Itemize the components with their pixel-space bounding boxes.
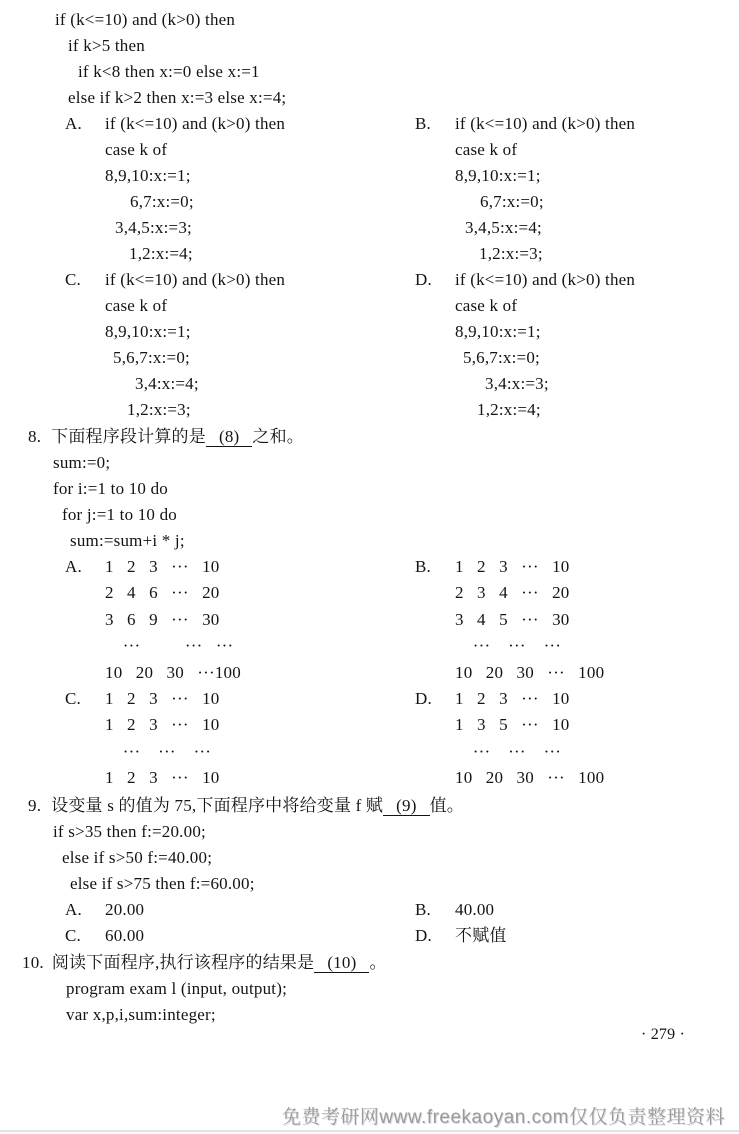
code-line: if (k<=10) and (k>0) then [55,10,236,29]
scan-edge-artifact [0,1130,739,1132]
question-10 [0,949,739,1028]
option-code [105,111,285,267]
code-line: 3,4:x:=4; [135,374,199,393]
option-letter: D. [415,925,432,945]
q8-header [28,423,739,450]
table-row: 1 2 3 ··· 10 [455,689,570,709]
q10-prompt-before: 阅读下面程序,执行该程序的结果是 [51,952,315,972]
code-line: if k>5 then [68,36,145,55]
q8-option-c [65,686,415,792]
code-line: 3,4,5:x:=4; [465,218,542,237]
code-line: 1,2:x:=3; [127,400,191,419]
question-number: 8. [28,427,42,446]
q9-header [28,792,739,819]
code-line: else if k>2 then x:=3 else x:=4; [68,88,287,107]
table-row: 10 20 30 ··· 100 [455,768,605,788]
option-code [455,267,635,423]
table-row: 10 20 30 ··· 100 [455,662,605,682]
question-8 [0,423,739,792]
table-row: 10 20 30 ···100 [105,662,241,682]
q7-option-a [65,111,415,267]
q7-option-b [415,111,739,267]
code-line: if (k<=10) and (k>0) then [455,114,636,133]
q8-options-grid [65,554,739,792]
option-letter: D. [415,270,432,289]
q9-code [53,819,739,897]
code-line: for i:=1 to 10 do [53,479,168,498]
code-line: 8,9,10:x:=1; [105,322,191,341]
option-text: 不赋值 [455,925,507,945]
code-line: program exam l (input, output); [66,978,288,998]
table-row: ··· ··· ··· [105,636,234,656]
option-letter: B. [415,114,431,133]
q8-option-b [415,554,739,686]
option-table [105,686,219,792]
option-table [455,686,604,792]
code-line: sum:=0; [53,453,111,472]
option-letter: A. [65,557,82,576]
option-letter: C. [65,925,81,945]
option-letter: C. [65,270,81,289]
question-9 [0,792,739,949]
table-row: ··· ··· ··· [105,741,212,761]
code-line: sum:=sum+i * j; [70,531,185,550]
table-row: 3 4 5 ··· 30 [455,609,570,629]
intro-code-block [0,0,739,111]
table-row: 1 3 5 ··· 10 [455,715,570,735]
option-code [455,111,635,267]
q9-option-a [65,897,415,923]
code-line: if (k<=10) and (k>0) then [105,270,286,289]
question-number: 10. [22,952,44,972]
q7-options-grid [65,111,739,423]
question-number: 9. [28,795,42,815]
q9-prompt-before: 设变量 s 的值为 75,下面程序中将给变量 f 赋 [51,795,384,815]
table-row: ··· ··· ··· [455,741,562,761]
code-line: 8,9,10:x:=1; [455,322,541,341]
table-row: ··· ··· ··· [455,636,562,656]
table-row: 1 2 3 ··· 10 [455,557,570,576]
option-letter: D. [415,689,432,709]
q9-option-c [65,923,415,949]
option-letter: C. [65,689,81,709]
table-row: 2 4 6 ··· 20 [105,583,220,603]
q8-prompt-before: 下面程序段计算的是 [51,427,206,446]
q10-header [22,949,739,976]
code-line: if s>35 then f:=20.00; [53,821,206,841]
code-line: 8,9,10:x:=1; [455,166,541,185]
table-row: 1 2 3 ··· 10 [105,768,220,788]
code-line: 1,2:x:=3; [479,244,543,263]
code-line: case k of [455,140,518,159]
option-letter: B. [415,899,431,919]
q8-option-d [415,686,739,792]
q7-option-d [415,267,739,423]
table-row: 1 2 3 ··· 10 [105,715,220,735]
q8-blank: (8) [206,427,252,447]
option-table [455,554,604,686]
table-row: 1 2 3 ··· 10 [105,557,220,576]
code-line: else if s>75 then f:=60.00; [70,873,255,893]
code-line: 3,4,5:x:=3; [115,218,192,237]
option-letter: B. [415,557,431,576]
option-text: 60.00 [105,925,145,945]
q10-code [66,976,739,1028]
code-line: 3,4:x:=3; [485,374,549,393]
code-line: 1,2:x:=4; [477,400,541,419]
q9-options-grid [65,897,739,949]
q10-blank: (10) [314,953,369,973]
code-line: 1,2:x:=4; [129,244,193,263]
q8-code [53,450,739,554]
code-line: 6,7:x:=0; [130,192,194,211]
q9-option-b [415,897,739,923]
q9-option-d [415,923,739,949]
q10-prompt-after: 。 [369,952,387,972]
option-text: 40.00 [455,899,495,919]
code-line: if (k<=10) and (k>0) then [455,270,636,289]
code-line: for j:=1 to 10 do [62,505,177,524]
q8-prompt-after: 之和。 [252,427,305,446]
code-line: if k<8 then x:=0 else x:=1 [78,62,260,81]
option-code [105,267,285,423]
code-line: case k of [105,140,168,159]
option-letter: A. [65,899,82,919]
code-line: else if s>50 f:=40.00; [62,847,213,867]
watermark-text: 免费考研网www.freekaoyan.com仅仅负责整理资料 [281,1107,725,1128]
q8-option-a [65,554,415,686]
option-table [105,554,241,686]
code-line: 5,6,7:x:=0; [463,348,540,367]
code-line: case k of [455,296,518,315]
option-letter: A. [65,114,82,133]
q9-prompt-after: 值。 [429,795,464,815]
q9-blank: (9) [383,796,429,816]
code-line: 5,6,7:x:=0; [113,348,190,367]
table-row: 1 2 3 ··· 10 [105,689,220,709]
table-row: 3 6 9 ··· 30 [105,609,220,629]
table-row: 2 3 4 ··· 20 [455,583,570,603]
option-text: 20.00 [105,899,145,919]
page-number: · 279 · [641,1026,686,1043]
code-line: case k of [105,296,168,315]
q7-option-c [65,267,415,423]
code-line: 8,9,10:x:=1; [105,166,191,185]
code-line: if (k<=10) and (k>0) then [105,114,286,133]
code-line: 6,7:x:=0; [480,192,544,211]
code-line: var x,p,i,sum:integer; [66,1004,216,1024]
